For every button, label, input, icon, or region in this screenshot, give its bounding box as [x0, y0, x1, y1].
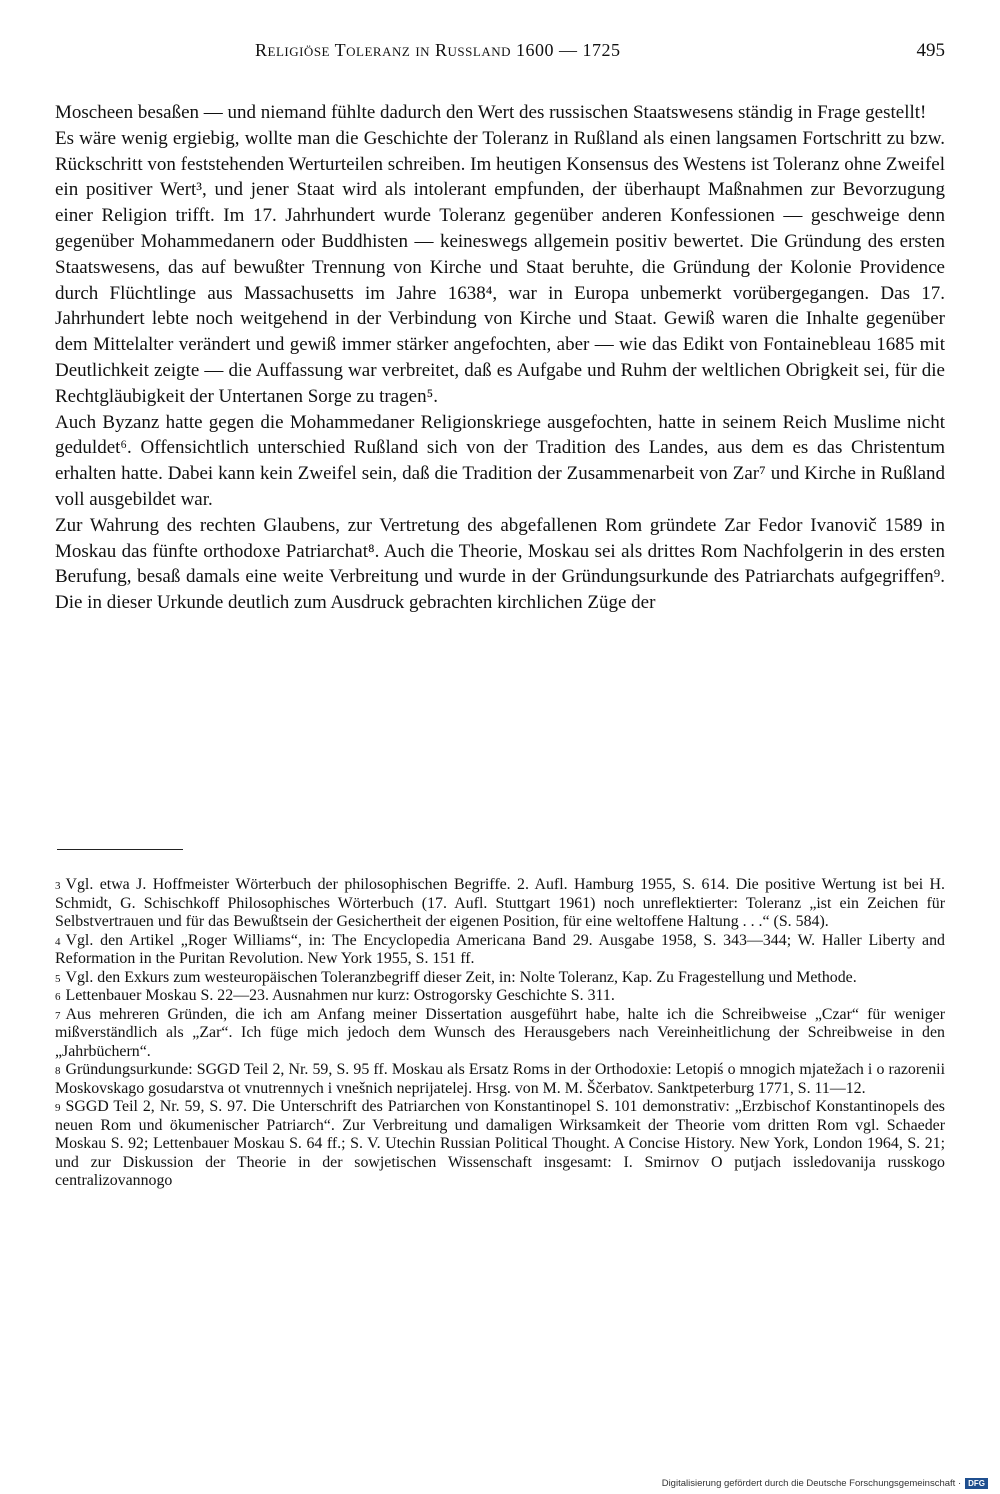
footnote-number: 9 — [55, 1102, 61, 1114]
paragraph: Moscheen besaßen — und niemand fühlte dadurch den Wert des russischen Staatswesens ständig in Frage gestellt! — [55, 102, 927, 123]
footnote-text: SGGD Teil 2, Nr. 59, S. 97. Die Unterschrift des Patriarchen von Konstantinopel S. 101 demonstrativ: „Erzbischof Konstantinopels des neuen Rom und ökumenischer Patriarch“. Zur Verbreitung und damaligen Wirksamkeit der Theorie vom dritten Rom vgl. Schaeder Moskau S. 92; Lettenbauer Moskau S. 64 ff.; S. V. Utechin Russian Political Thought. A Concise History. New York, London 1964, S. 21; und zur Diskussion der Theorie in der sowjetischen Wissenschaft insgesamt: I. Smirnov O putjach issledovanija russkogo centralizovannogo — [55, 1098, 945, 1189]
footnote — [55, 987, 945, 1006]
footnote-number: 4 — [55, 935, 61, 948]
footnote-number: 6 — [55, 991, 61, 1003]
running-header — [0, 40, 1000, 70]
footnote-text: Gründungsurkunde: SGGD Teil 2, Nr. 59, S. 95 ff. Moskau als Ersatz Roms in der Orthodoxie: Letopiś o mnogich mjatežach i o razorenii Moskovskago gosudarstva ot vnutrennych i vnešnich neprijatelej. Hrsg. von M. M. Ščerbatov. Sanktpeterburg 1771, S. 11—12. — [55, 1061, 945, 1097]
footnote-text: Lettenbauer Moskau S. 22—23. Ausnahmen nur kurz: Ostrogorsky Geschichte S. 311. — [65, 987, 615, 1004]
footnote — [55, 1098, 945, 1191]
footnote-text: Aus mehreren Gründen, die ich am Anfang meiner Dissertation ausgeführt habe, halte ich die Schreibweise „Czar“ für weniger mißverständlich als „Zar“. Ich füge mich jedoch dem Wunsch des Herausgebers nach Vereinheitlichung der Schreibweise in den „Jahrbüchern“. — [55, 1005, 945, 1060]
paragraph: Zur Wahrung des rechten Glaubens, zur Vertretung des abgefallenen Rom gründete Zar Fedor Ivanovič 1589 in Moskau das fünfte orthodoxe Patriarchat⁸. Auch die Theorie, Moskau sei als drittes Rom Nachfolgerin in des ersten Berufung, besaß damals eine weite Verbreitung und wurde in der Gründungsurkunde des Patriarchats aufgegriffen⁹. Die in dieser Urkunde deutlich zum Ausdruck gebrachten kirchlichen Züge der — [55, 514, 945, 614]
paragraph: Es wäre wenig ergiebig, wollte man die Geschichte der Toleranz in Rußland als einen langsamen Fortschritt zu bzw. Rückschritt von feststehenden Werturteilen schreiben. Im heutigen Konsensus des Westens ist Toleranz ohne Zweifel ein positiver Wert³, und jener Staat wird als intolerant empfunden, der überhaupt Maßnahmen zur Bevorzugung einer Religion trifft. Im 17. Jahrhundert wurde Toleranz gegenüber anderen Konfessionen — geschweige denn gegenüber Mohammedanern oder Buddhisten — keineswegs allgemein positiv bewertet. Die Gründung des ersten Staatswesens, das auf bewußter Trennung von Kirche und Staat beruhte, die Gründung der Kolonie Providence durch Flüchtlinge aus Massachusetts im Jahre 1638⁴, war in Europa unbemerkt vorübergegangen. Das 17. Jahrhundert lebte noch weitgehend in der Verbindung von Kirche und Staat. Gewiß waren die Inhalte gegenüber dem Mittelalter verändert und gewiß immer stärker angefochten, aber — wie das Edikt von Fontainebleau 1685 mit Deutlichkeit zeigte — die Auffassung war verbreitet, daß es Aufgabe und Ruhm der weltlichen Obrigkeit sei, für die Rechtgläubigkeit der Untertanen Sorge zu tragen⁵. — [55, 127, 945, 407]
digitization-text: Digitalisierung gefördert durch die Deutsche Forschungsgemeinschaft · — [661, 1478, 962, 1489]
footnote-text: Vgl. den Exkurs zum westeuropäischen Toleranzbegriff dieser Zeit, in: Nolte Toleranz, Kap. Zu Fragestellung und Methode. — [65, 968, 857, 986]
page-number: 495 — [916, 40, 945, 61]
footnote-number: 7 — [55, 1009, 61, 1022]
footnote — [55, 932, 945, 969]
footnote-text: Vgl. den Artikel „Roger Williams“, in: The Encyclopedia Americana Band 29. Ausgabe 1958, S. 343—344; W. Haller Liberty and Reformation in the Puritan Revolution. New York 1955, S. 151 ff. — [55, 931, 945, 967]
dfg-logo: DFG — [965, 1478, 988, 1489]
footnote-number: 5 — [55, 972, 61, 985]
footnote — [55, 876, 945, 932]
paragraph: Auch Byzanz hatte gegen die Mohammedaner Religionskriege ausgefochten, hatte in seinem Reich Muslime nicht geduldet⁶. Offensichtlich unterschied Rußland sich von der Tradition des Landes, aus dem es das Christentum erhalten hatte. Dabei kann kein Zweifel sein, daß die Tradition der Zusammenarbeit von Zar⁷ und Kirche in Rußland voll ausgebildet war. — [55, 411, 945, 510]
running-title: Religiöse Toleranz in Russland 1600 — 1725 — [255, 40, 621, 60]
footnote-number: 8 — [55, 1065, 61, 1077]
digitization-note — [662, 1478, 988, 1489]
footnotes — [55, 876, 945, 1191]
footnote — [55, 1006, 945, 1062]
main-text — [55, 100, 945, 616]
footnote — [55, 969, 945, 988]
footnote-text: Vgl. etwa J. Hoffmeister Wörterbuch der philosophischen Begriffe. 2. Aufl. Hamburg 1955, S. 614. Die positive Wertung ist bei H. Schmidt, G. Schischkoff Philosophisches Wörterbuch (17. Aufl. Stuttgart 1961) noch unreflektierter: Toleranz „ist ein Zeichen für Selbstvertrauen und für das Bewußtsein der Gesichertheit der eigenen Position, für eine weltoffene Haltung . . .“ (S. 584). — [55, 876, 945, 930]
footnote-number: 3 — [55, 880, 61, 892]
footnote — [55, 1061, 945, 1098]
footnote-separator — [57, 849, 183, 850]
